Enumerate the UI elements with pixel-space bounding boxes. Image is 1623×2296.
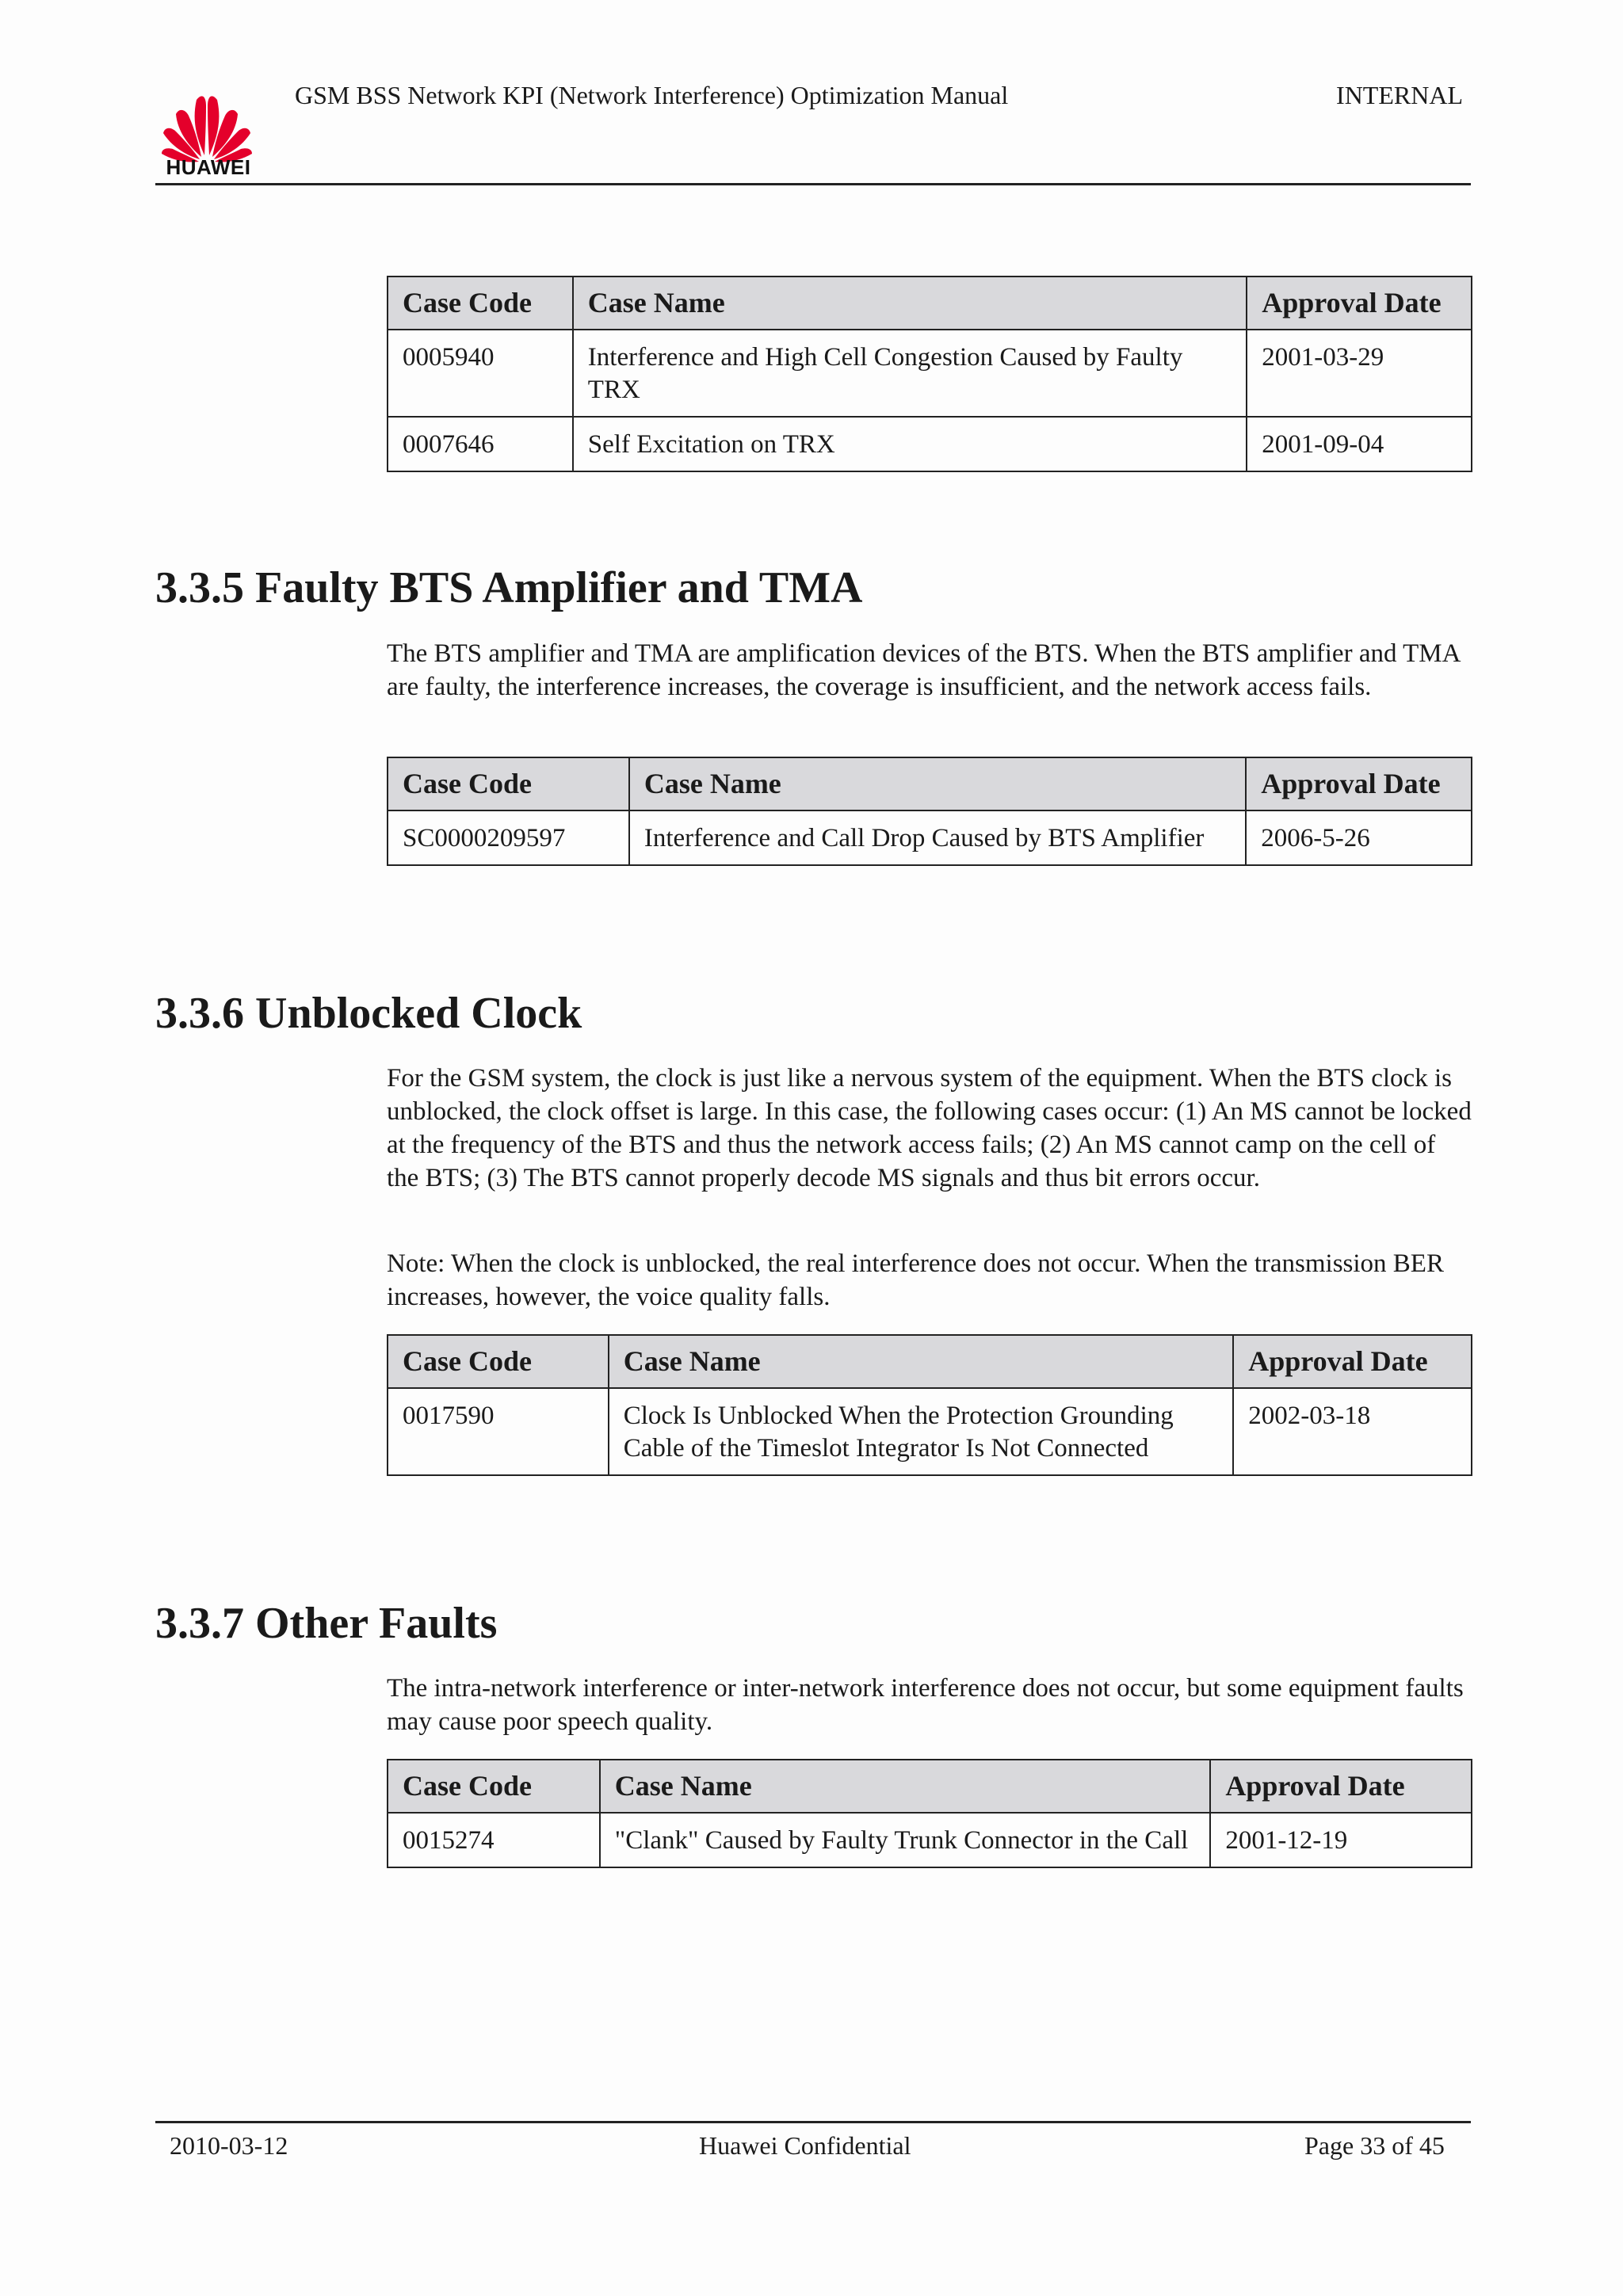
table-header-row: [388, 277, 1472, 330]
case-code: 0015274: [388, 1813, 600, 1867]
page-header: [155, 68, 1471, 187]
section-336-paragraph: For the GSM system, the clock is just like a nervous system of the equipment. When the BTS clock is unblocked, the clock offset is large. In this case, the following cases occur: (1) An MS cannot be locked at the frequency of the BTS and thus the network access fails; (2) An MS cannot camp on the cell of the BTS; (3) The BTS cannot properly decode MS signals and thus bit errors occur.: [387, 1064, 1472, 1192]
table-header-row: [388, 1335, 1472, 1388]
table-row: [388, 1388, 1472, 1475]
column-header-code: Case Code: [388, 1760, 600, 1813]
footer-date: 2010-03-12: [170, 2131, 288, 2160]
section-336-note: Note: When the clock is unblocked, the real interference does not occur. When the transmission BER increases, however, the voice quality falls.: [387, 1249, 1444, 1311]
section-heading-337: 3.3.7 Other Faults: [155, 1599, 498, 1648]
column-header-date: Approval Date: [1246, 757, 1472, 810]
table-header-row: [388, 1760, 1472, 1813]
section-335-paragraph: The BTS amplifier and TMA are amplification devices of the BTS. When the BTS amplifier and TMA are faulty, the interference increases, the coverage is insufficient, and the network access fails.: [387, 639, 1460, 701]
page-number: Page 33 of 45: [1304, 2131, 1445, 2160]
column-header-name: Case Name: [609, 1335, 1234, 1388]
case-code: SC0000209597: [388, 810, 629, 865]
table-row: [388, 330, 1472, 417]
section-337-paragraph: The intra-network interference or inter-network interference does not occur, but some equipment faults may cause poor speech quality.: [387, 1674, 1464, 1736]
case-name: Self Excitation on TRX: [573, 417, 1247, 471]
approval-date: 2002-03-18: [1233, 1388, 1472, 1475]
case-code: 0005940: [388, 330, 573, 417]
header-divider: [155, 183, 1471, 185]
footer-confidential: Huawei Confidential: [699, 2131, 911, 2160]
column-header-code: Case Code: [388, 277, 573, 330]
case-table-335: [387, 757, 1472, 866]
classification-label: INTERNAL: [1336, 81, 1463, 109]
case-name: Interference and High Cell Congestion Caused by Faulty TRX: [573, 330, 1247, 417]
column-header-code: Case Code: [388, 1335, 609, 1388]
footer-divider: [155, 2121, 1471, 2123]
column-header-code: Case Code: [388, 757, 629, 810]
table-row: [388, 1813, 1472, 1867]
case-table-337: [387, 1759, 1472, 1868]
approval-date: 2001-12-19: [1210, 1813, 1472, 1867]
table-row: [388, 810, 1472, 865]
column-header-name: Case Name: [629, 757, 1246, 810]
section-heading-335: 3.3.5 Faulty BTS Amplifier and TMA: [155, 563, 863, 612]
approval-date: 2001-03-29: [1247, 330, 1472, 417]
approval-date: 2006-5-26: [1246, 810, 1472, 865]
case-table-1: [387, 276, 1472, 472]
document-title: GSM BSS Network KPI (Network Interference) Optimization Manual: [295, 81, 1009, 109]
case-code: 0007646: [388, 417, 573, 471]
section-heading-336: 3.3.6 Unblocked Clock: [155, 989, 582, 1038]
column-header-date: Approval Date: [1247, 277, 1472, 330]
case-name: Interference and Call Drop Caused by BTS Amplifier: [629, 810, 1246, 865]
logo-wordmark: HUAWEI: [166, 155, 251, 179]
approval-date: 2001-09-04: [1247, 417, 1472, 471]
table-row: [388, 417, 1472, 471]
case-code: 0017590: [388, 1388, 609, 1475]
column-header-name: Case Name: [573, 277, 1247, 330]
case-table-336: [387, 1334, 1472, 1476]
column-header-date: Approval Date: [1233, 1335, 1472, 1388]
column-header-name: Case Name: [600, 1760, 1211, 1813]
case-name: "Clank" Caused by Faulty Trunk Connector in the Call: [600, 1813, 1211, 1867]
table-header-row: [388, 757, 1472, 810]
case-name: Clock Is Unblocked When the Protection Grounding Cable of the Timeslot Integrator Is Not Connected: [609, 1388, 1234, 1475]
column-header-date: Approval Date: [1210, 1760, 1472, 1813]
